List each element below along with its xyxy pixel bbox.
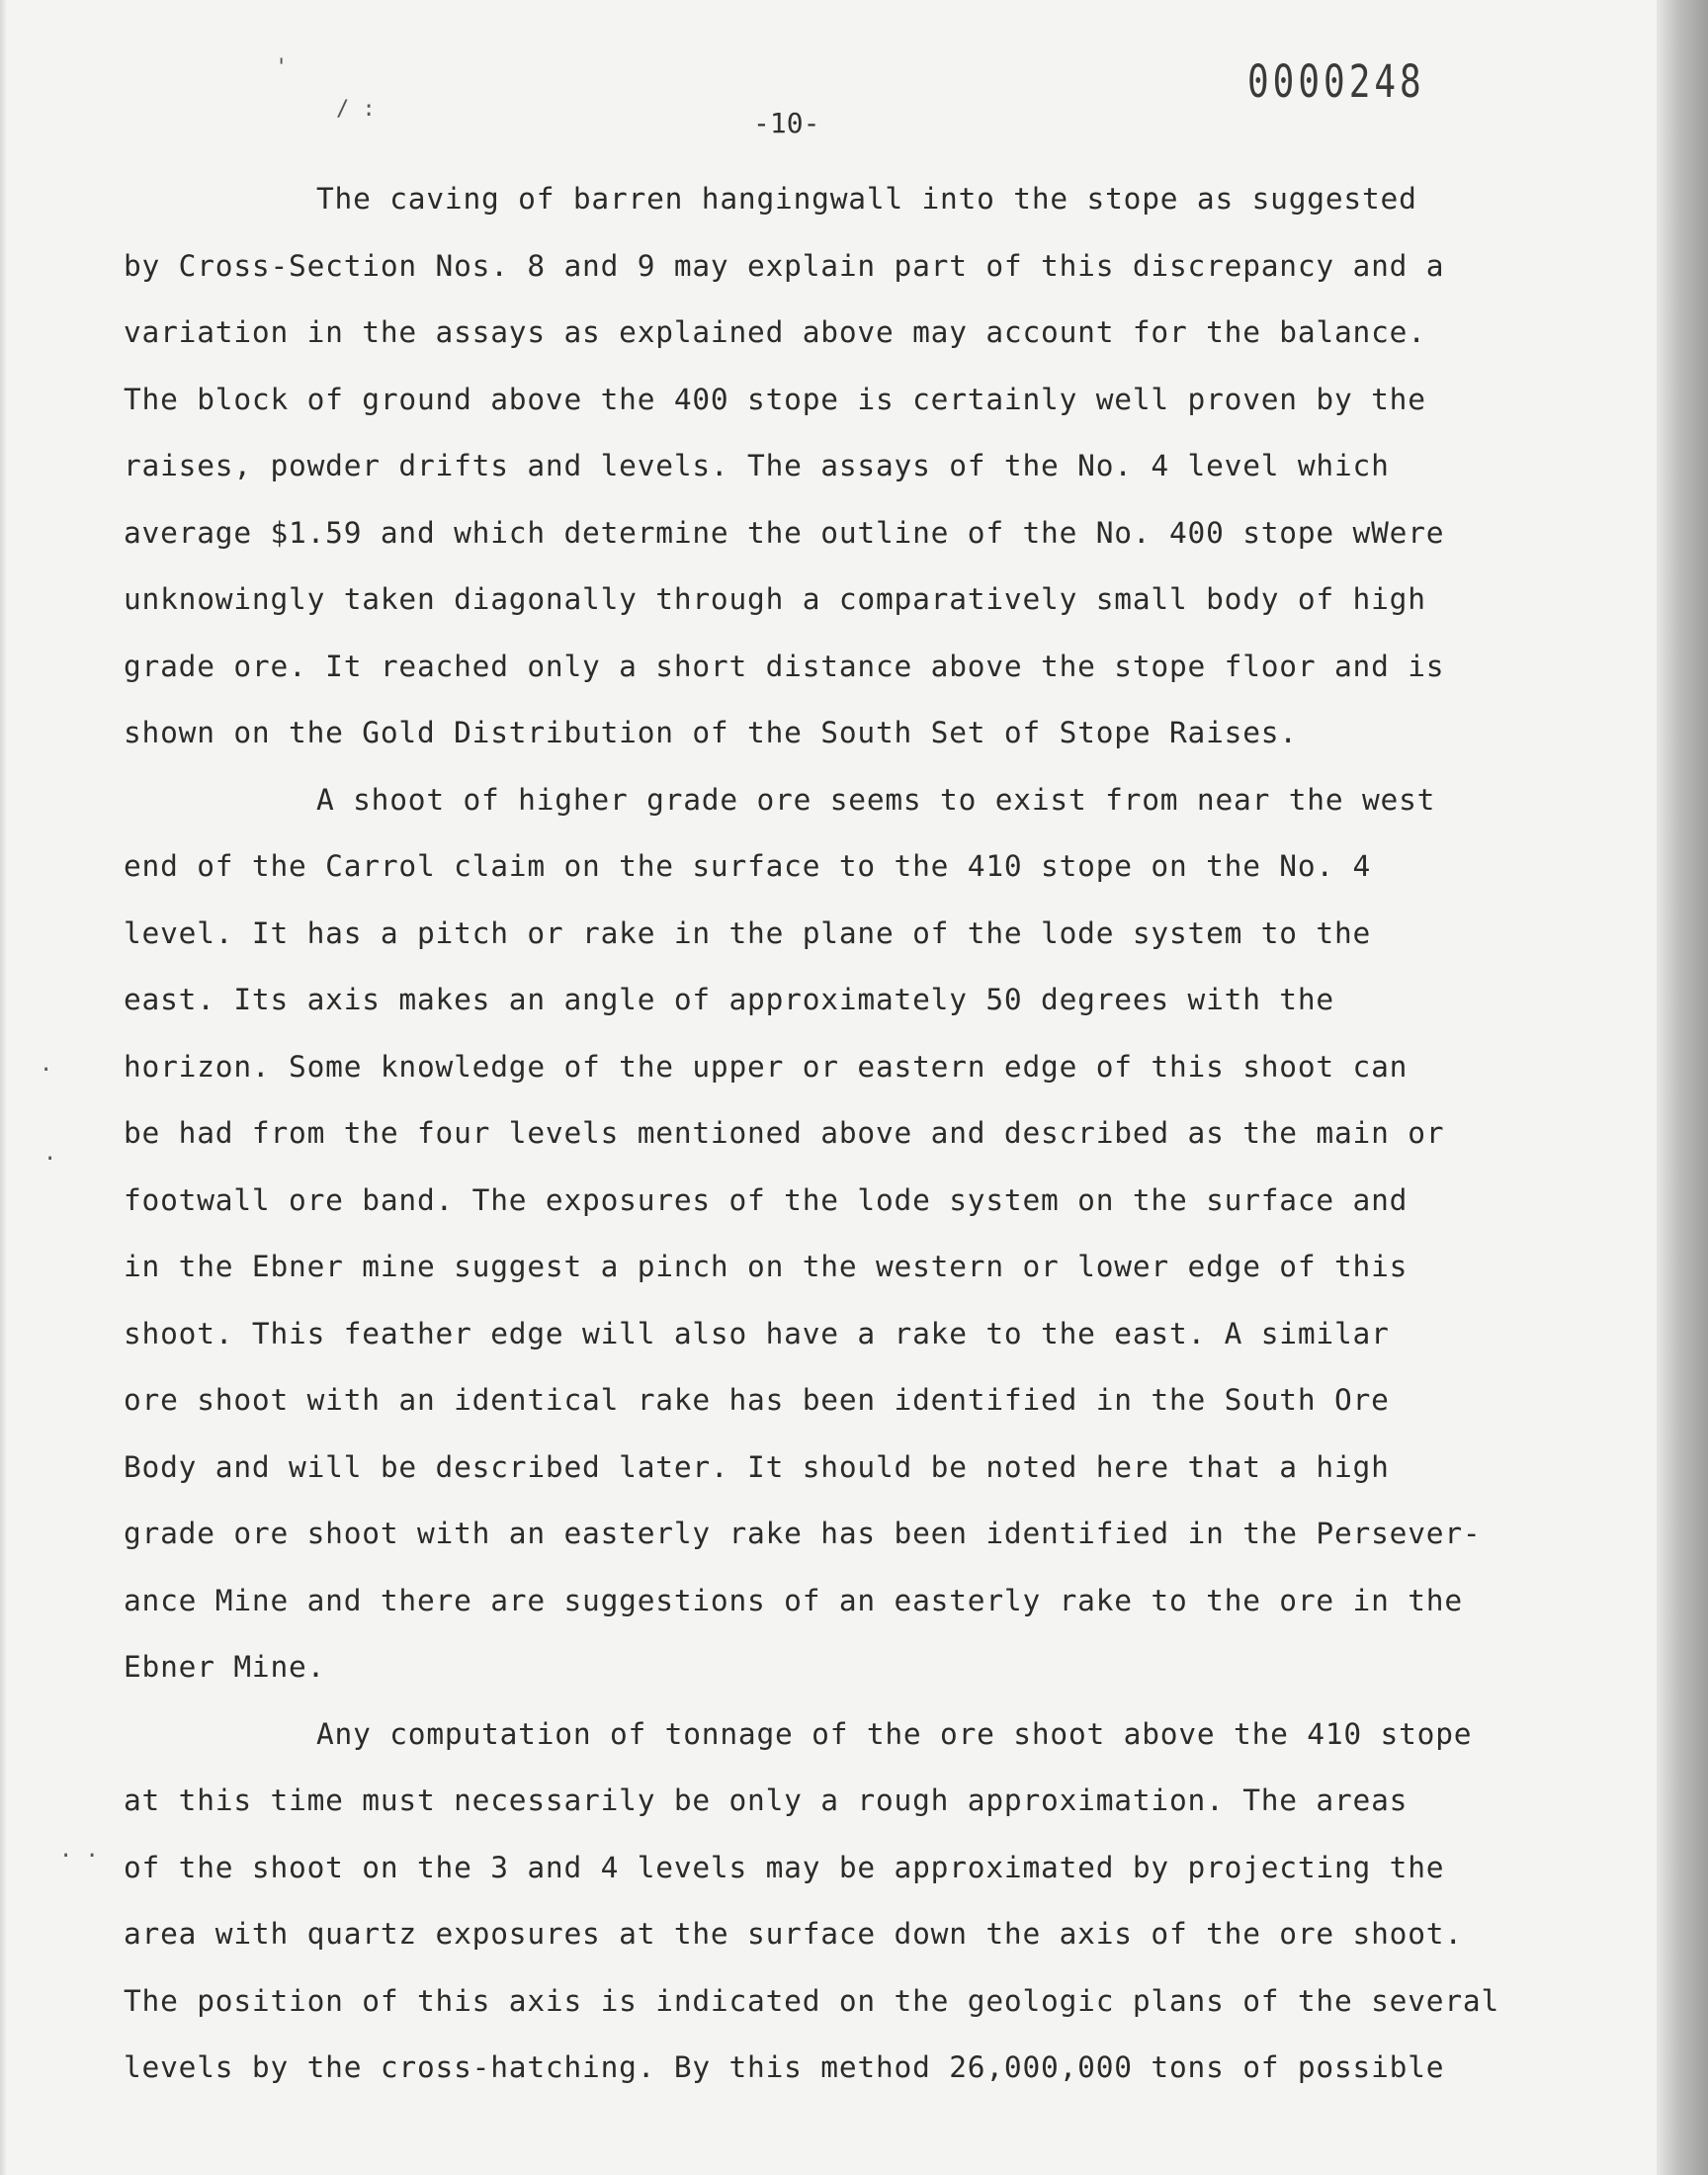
- document-number: 0000248: [1247, 57, 1425, 109]
- text-line: grade ore shoot with an easterly rake has been identified in the Persever-: [124, 1517, 1482, 1550]
- text-line: average $1.59 and which determine the outline of the No. 400 stope wWere: [124, 515, 1445, 550]
- text-line: horizon. Some knowledge of the upper or eastern edge of this shoot can: [124, 1049, 1409, 1084]
- text-line: A shoot of higher grade ore seems to exist from near the west: [316, 782, 1436, 817]
- text-line: The block of ground above the 400 stope is certainly well proven by the: [124, 382, 1426, 416]
- text-line: ore shoot with an identical rake has been identified in the South Ore: [124, 1383, 1390, 1417]
- text-line: by Cross-Section Nos. 8 and 9 may explain part of this discrepancy and a: [124, 248, 1445, 283]
- text-line: Body and will be described later. It should be noted here that a high: [124, 1449, 1390, 1484]
- text-line: end of the Carrol claim on the surface to the 410 stope on the No. 4: [124, 849, 1372, 883]
- text-line: ance Mine and there are suggestions of an easterly rake to the ore in the: [124, 1583, 1463, 1617]
- stray-mark: ·: [40, 1058, 53, 1083]
- text-line: be had from the four levels mentioned above and described as the main or: [124, 1116, 1445, 1150]
- stray-mark: · ·: [59, 1844, 99, 1869]
- text-line: variation in the assays as explained above may account for the balance.: [124, 315, 1426, 349]
- text-line: level. It has a pitch or rake in the plane of the lode system to the: [124, 915, 1372, 950]
- page-right-edge-shadow: [1657, 0, 1708, 2175]
- text-line: The position of this axis is indicated on the geologic plans of the several: [124, 1983, 1500, 2018]
- page-number: -10-: [753, 107, 820, 139]
- text-line: at this time must necessarily be only a rough approximation. The areas: [124, 1784, 1409, 1817]
- text-line: area with quartz exposures at the surface down the axis of the ore shoot.: [124, 1917, 1463, 1951]
- text-line: Ebner Mine.: [124, 1650, 326, 1684]
- text-line: The caving of barren hangingwall into the stope as suggested: [316, 182, 1417, 216]
- page-left-edge: [0, 0, 6, 2175]
- text-line: raises, powder drifts and levels. The assays of the No. 4 level which: [124, 449, 1390, 482]
- text-line: footwall ore band. The exposures of the lode system on the surface and: [124, 1182, 1409, 1217]
- text-line: of the shoot on the 3 and 4 levels may be approximated by projecting the: [124, 1850, 1445, 1884]
- text-line: Any computation of tonnage of the ore shoot above the 410 stope: [316, 1716, 1473, 1751]
- text-line: levels by the cross-hatching. By this method 26,000,000 tons of possible: [124, 2050, 1445, 2084]
- text-line: in the Ebner mine suggest a pinch on the western or lower edge of this: [124, 1250, 1409, 1283]
- text-line: shoot. This feather edge will also have a rake to the east. A similar: [124, 1316, 1390, 1350]
- text-line: shown on the Gold Distribution of the South Set of Stope Raises.: [124, 716, 1298, 749]
- text-line: unknowingly taken diagonally through a comparatively small body of high: [124, 582, 1426, 616]
- text-line: grade ore. It reached only a short distance above the stope floor and is: [124, 649, 1445, 683]
- stray-mark: / :: [336, 97, 376, 122]
- body-text: [124, 166, 1646, 2102]
- stray-mark: ': [275, 55, 289, 80]
- text-line: east. Its axis makes an angle of approximately 50 degrees with the: [124, 983, 1334, 1016]
- stray-mark: ·: [43, 1147, 57, 1172]
